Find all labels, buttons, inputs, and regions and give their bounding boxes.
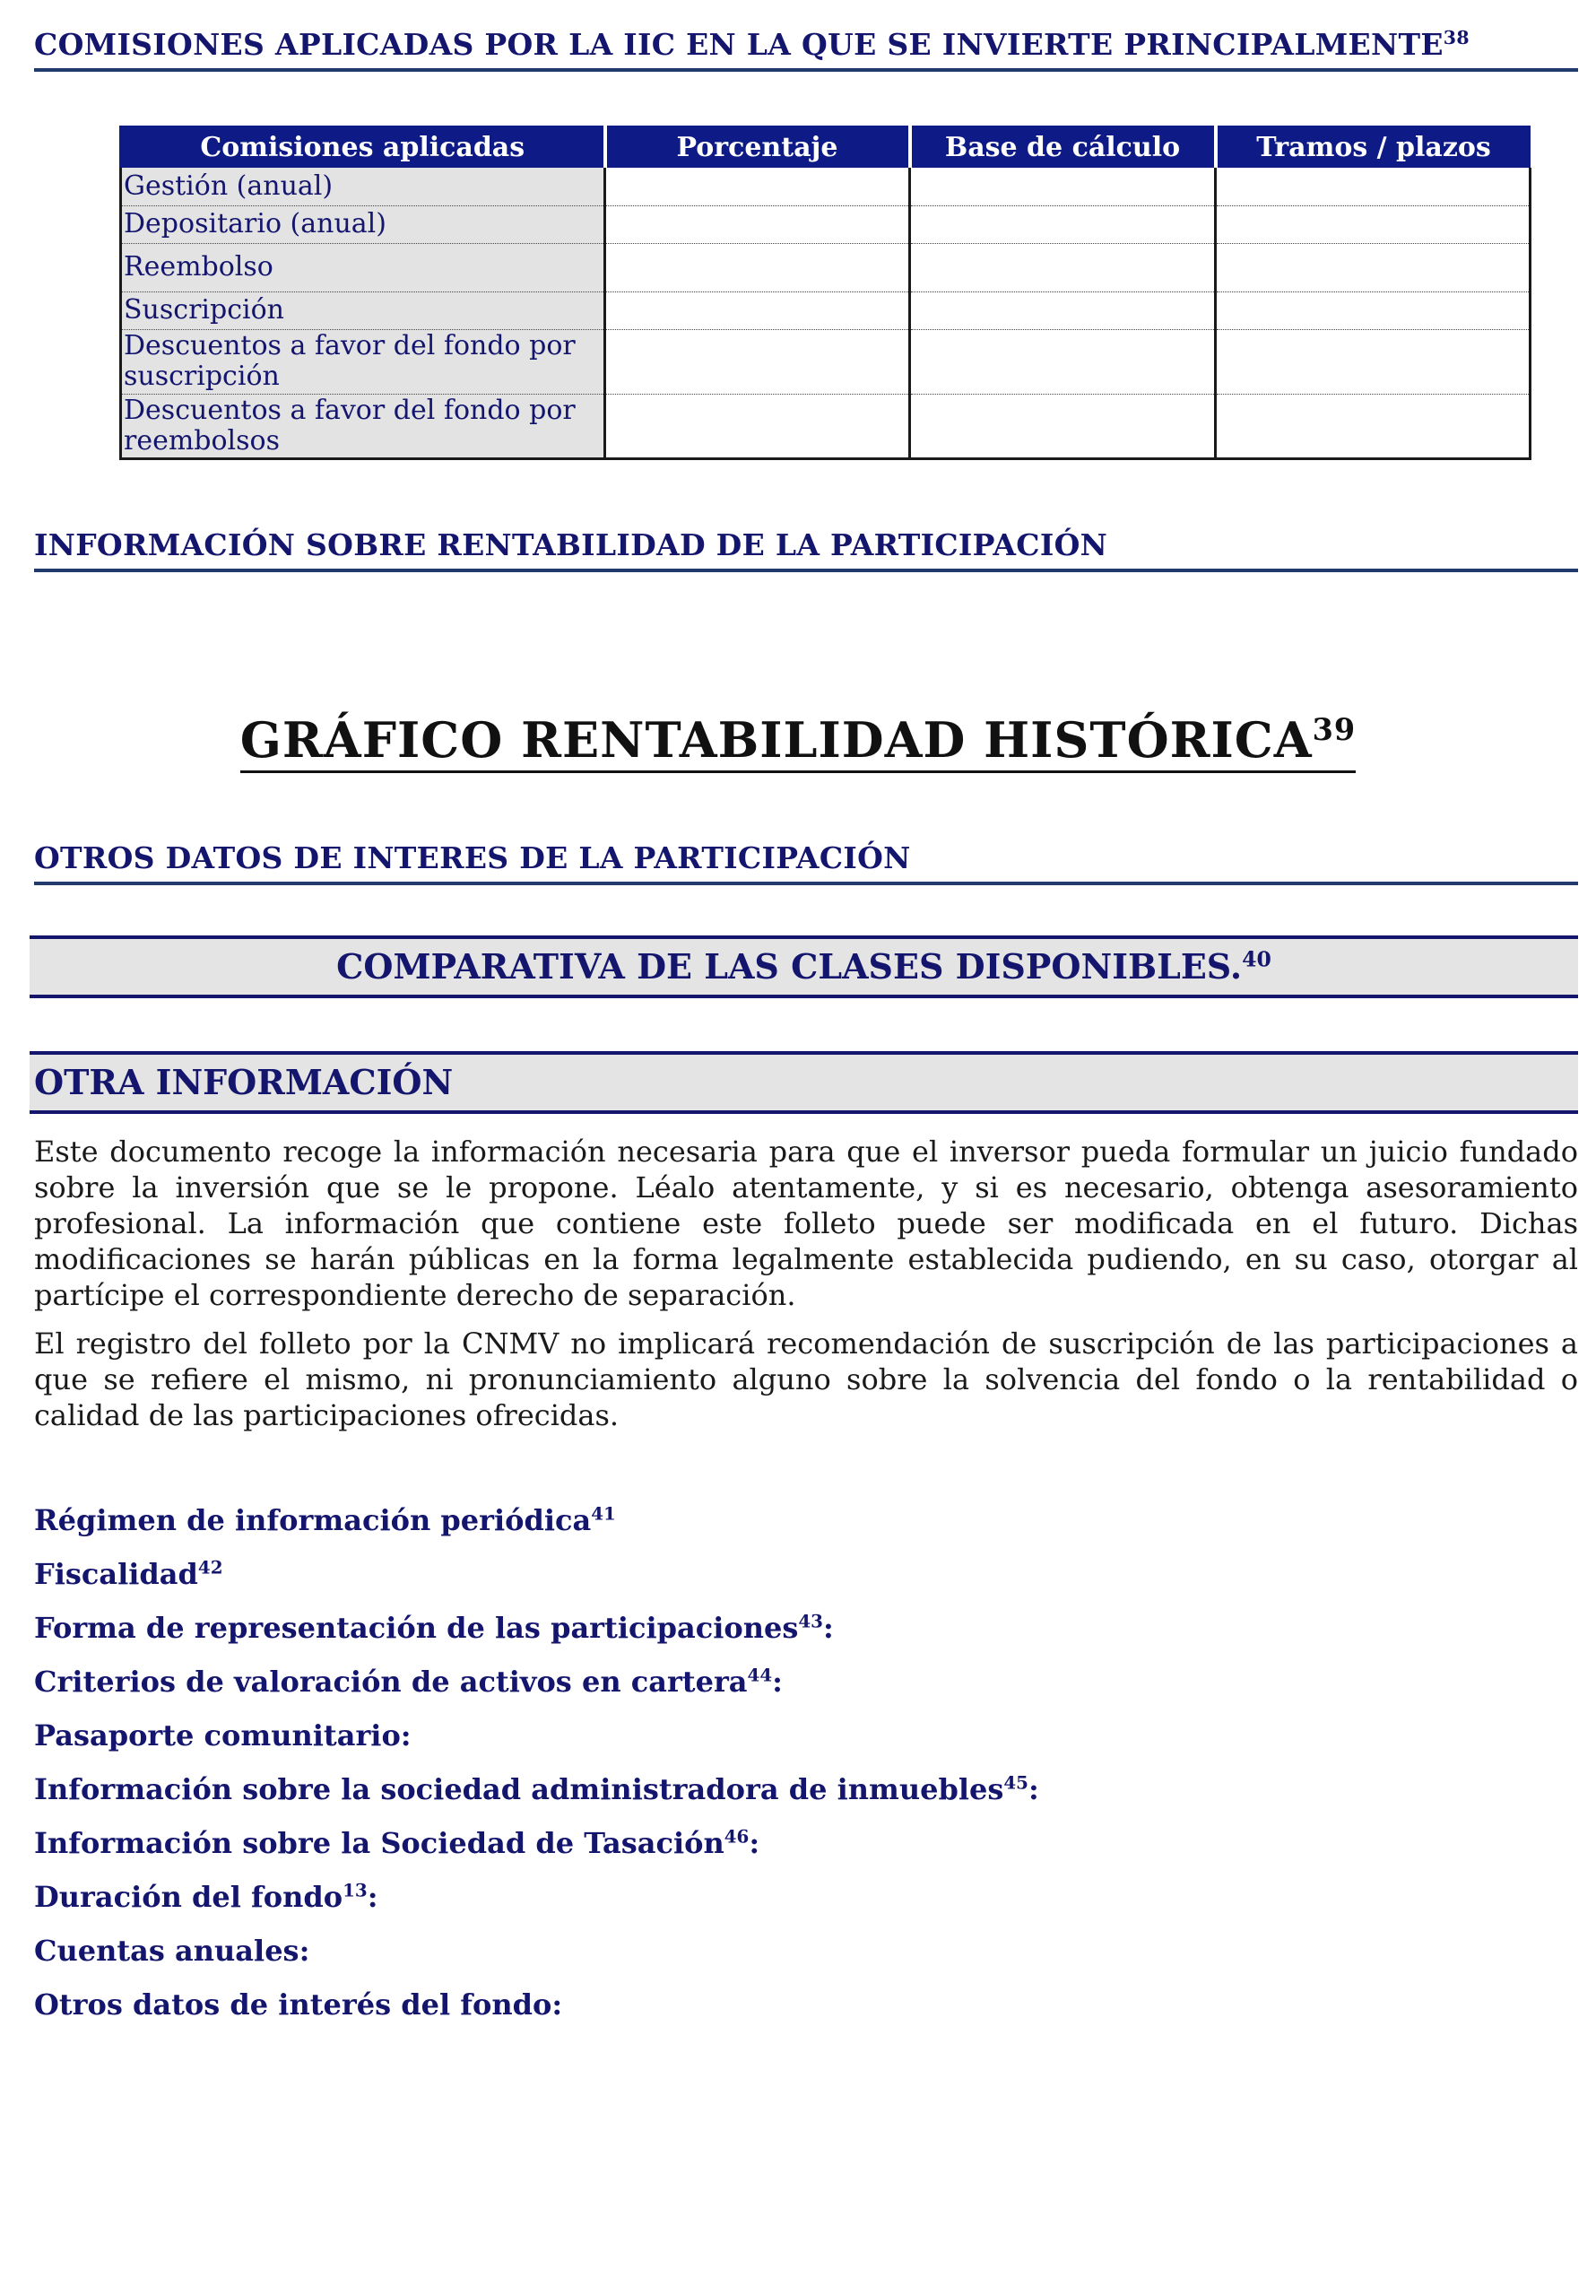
table-header-cell: Tramos / plazos bbox=[1216, 127, 1531, 169]
cnmv-paragraph: El registro del folleto por la CNMV no implicará recomendación de suscripción de las participaciones a que se refiere el mismo, ni pronunciamiento alguno sobre la solvencia del fondo o la rentabilidad o calidad de las participaciones ofrecidas. bbox=[34, 1326, 1578, 1432]
table-cell bbox=[605, 205, 910, 243]
item-sociedad-administradora: Información sobre la sociedad administradora de inmuebles$^{45}$: bbox=[34, 1771, 1039, 1806]
table-cell bbox=[1216, 329, 1531, 394]
table-row bbox=[121, 243, 1531, 291]
item-regimen-informacion: Régimen de información periódica$^{41}$ bbox=[34, 1502, 616, 1537]
table-cell bbox=[605, 168, 910, 205]
grafico-title: GRÁFICO RENTABILIDAD HISTÓRICA$^{39}$ bbox=[0, 711, 1596, 769]
table-row-label: Gestión (anual) bbox=[121, 168, 605, 205]
item-criterios-valoracion: Criterios de valoración de activos en cartera$^{44}$: bbox=[34, 1664, 783, 1699]
comisiones-table bbox=[119, 126, 1531, 460]
table-row bbox=[121, 291, 1531, 329]
table-cell bbox=[910, 291, 1216, 329]
table-row-label: Depositario (anual) bbox=[121, 205, 605, 243]
intro-paragraph: Este documento recoge la información necesaria para que el inversor pueda formular un juicio fundado sobre la inversión que se le propone. Léalo atentamente, y si es necesario, obtenga asesoramiento profesional. La información que contiene este folleto puede ser modificada en el futuro. Dichas modificaciones se harán públicas en la forma legalmente establecida pudiendo, en su caso, otorgar al partícipe el correspondiente derecho de separación. bbox=[34, 1135, 1578, 1312]
table-cell bbox=[1216, 243, 1531, 291]
table-cell bbox=[605, 291, 910, 329]
table-cell bbox=[910, 394, 1216, 458]
item-sociedad-tasacion: Información sobre la Sociedad de Tasación$^{46}$: bbox=[34, 1825, 760, 1860]
table-row-label: Reembolso bbox=[121, 243, 605, 291]
table-cell bbox=[910, 243, 1216, 291]
item-fiscalidad: Fiscalidad$^{42}$ bbox=[34, 1556, 223, 1591]
table-cell bbox=[1216, 168, 1531, 205]
table-header-row bbox=[121, 127, 1531, 169]
table-cell bbox=[605, 394, 910, 458]
table-row bbox=[121, 205, 1531, 243]
item-pasaporte-comunitario: Pasaporte comunitario: bbox=[34, 1718, 412, 1752]
table-cell bbox=[910, 205, 1216, 243]
table-cell bbox=[605, 243, 910, 291]
table-row-label: Descuentos a favor del fondo por reembolsos bbox=[121, 394, 605, 458]
otra-informacion-heading: OTRA INFORMACIÓN bbox=[30, 1051, 1578, 1114]
section-heading-comisiones: COMISIONES APLICADAS POR LA IIC EN LA QUE SE INVIERTE PRINCIPALMENTE$^{38}$ bbox=[34, 27, 1578, 72]
table-cell bbox=[1216, 394, 1531, 458]
table-header-cell: Porcentaje bbox=[605, 127, 910, 169]
item-duracion-fondo: Duración del fondo$^{13}$: bbox=[34, 1879, 378, 1914]
comparativa-heading: COMPARATIVA DE LAS CLASES DISPONIBLES.$^{40}$ bbox=[30, 935, 1578, 998]
table-row bbox=[121, 168, 1531, 205]
item-cuentas-anuales: Cuentas anuales: bbox=[34, 1934, 310, 1968]
table-row-label: Descuentos a favor del fondo por suscripción bbox=[121, 329, 605, 394]
table-cell bbox=[1216, 205, 1531, 243]
table-cell bbox=[910, 329, 1216, 394]
table-cell bbox=[1216, 291, 1531, 329]
table-cell bbox=[605, 329, 910, 394]
table-row bbox=[121, 329, 1531, 394]
table-row bbox=[121, 394, 1531, 458]
table-row-label: Suscripción bbox=[121, 291, 605, 329]
item-otros-datos-fondo: Otros datos de interés del fondo: bbox=[34, 1987, 563, 2022]
section-heading-otros-datos: OTROS DATOS DE INTERES DE LA PARTICIPACIÓN bbox=[34, 840, 1578, 885]
section-heading-rentabilidad: INFORMACIÓN SOBRE RENTABILIDAD DE LA PARTICIPACIÓN bbox=[34, 527, 1578, 572]
table-header-cell: Comisiones aplicadas bbox=[121, 127, 605, 169]
table-header-cell: Base de cálculo bbox=[910, 127, 1216, 169]
table-cell bbox=[910, 168, 1216, 205]
item-forma-representacion: Forma de representación de las participaciones$^{43}$: bbox=[34, 1610, 834, 1645]
